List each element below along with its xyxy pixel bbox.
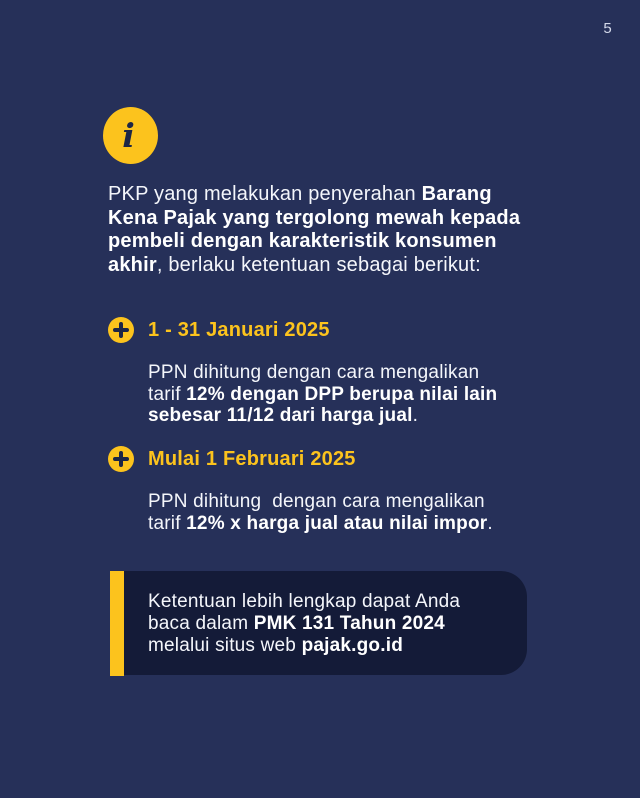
page-number: 5: [603, 20, 612, 37]
section-body-february: PPN dihitung dengan cara mengalikan tarif 12% x harga jual atau nilai impor.: [148, 491, 493, 534]
section-body-january: PPN dihitung dengan cara mengalikan tarif 12% dengan DPP berupa nilai lain sebesar 11/12 dari harga jual.: [148, 362, 498, 426]
info-icon: [103, 107, 158, 164]
plus-icon: [108, 317, 134, 343]
info-icon-glyph: i: [122, 116, 135, 155]
section-january: [108, 317, 330, 343]
callout-box: Ketentuan lebih lengkap dapat Anda baca dalam PMK 131 Tahun 2024 melalui situs web pajak.go.id: [110, 571, 527, 675]
callout-accent-bar: [110, 571, 124, 676]
section-heading-january: 1 - 31 Januari 2025: [148, 318, 330, 341]
plus-icon: [108, 446, 134, 472]
section-february: [108, 446, 356, 472]
section-heading-february: Mulai 1 Februari 2025: [148, 447, 356, 470]
intro-paragraph: PKP yang melakukan penyerahan Barang Kena Pajak yang tergolong mewah kepada pembeli dengan karakteristik konsumen akhir, berlaku ketentuan sebagai berikut:: [108, 183, 521, 276]
callout: [110, 571, 527, 675]
